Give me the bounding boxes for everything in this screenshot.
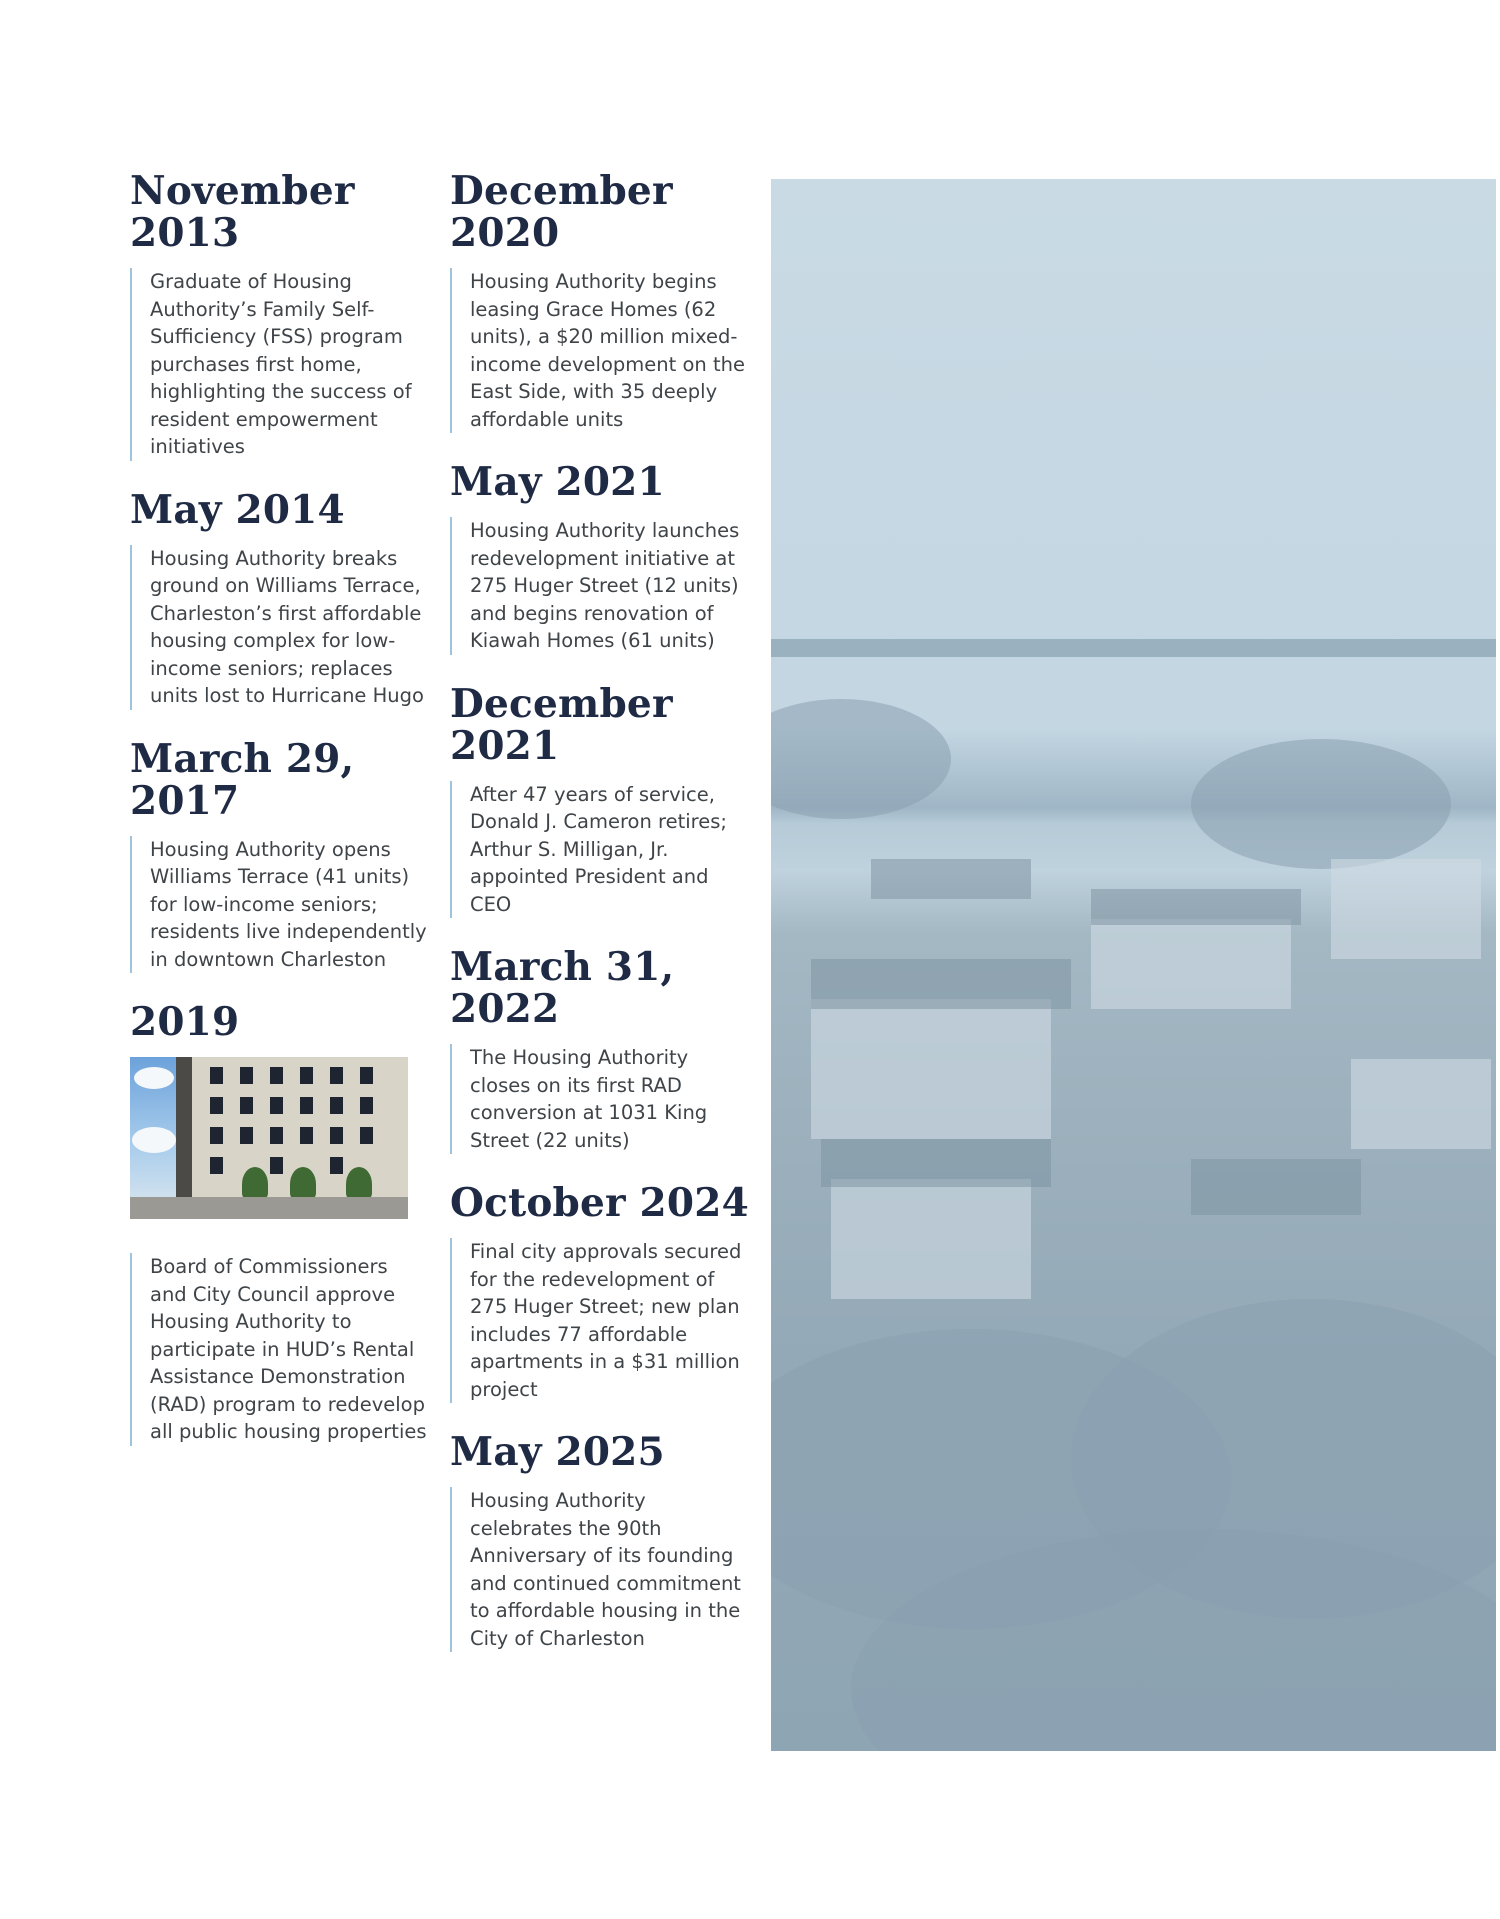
timeline-column-right: [450, 170, 750, 1680]
entry-text: Board of Commissioners and City Council approve Housing Authority to participate in HUD’s Rental Assistance Demonstration (RAD) program to redevelop all public housing properties: [130, 1253, 430, 1446]
building-photo: [130, 1057, 408, 1219]
charleston-aerial-photo: [771, 179, 1496, 1751]
entry-date: November 2013: [130, 168, 355, 256]
timeline-entry-may-2025: [450, 1431, 750, 1652]
entry-date: May 2021: [450, 459, 665, 505]
timeline-entry-may-2021: [450, 461, 750, 655]
timeline-entry-nov-2013: [130, 170, 430, 461]
entry-date: December 2021: [450, 680, 673, 769]
entry-date: May 2025: [450, 1429, 665, 1475]
entry-date: December 2020: [450, 168, 673, 256]
entry-text: After 47 years of service, Donald J. Cameron retires; Arthur S. Milligan, Jr. appointed President and CEO: [450, 781, 750, 919]
entry-date: May 2014: [130, 486, 345, 533]
timeline-entry-dec-2021: [450, 680, 750, 919]
timeline-entry-2019: [130, 1001, 430, 1446]
entry-date: March 29, 2017: [130, 735, 355, 824]
entry-text: Housing Authority breaks ground on Williams Terrace, Charleston’s first affordable housing complex for low-income seniors; replaces units lost to Hurricane Hugo: [130, 545, 430, 710]
timeline-entry-mar-2022: [450, 946, 750, 1154]
timeline-entry-mar-2017: [130, 735, 430, 974]
timeline-column-left: [130, 170, 430, 1474]
entry-text: Housing Authority launches redevelopment initiative at 275 Huger Street (12 units) and begins renovation of Kiawah Homes (61 units): [450, 517, 750, 655]
timeline-entry-may-2014: [130, 486, 430, 710]
timeline-entry-dec-2020: [450, 170, 750, 433]
entry-text: The Housing Authority closes on its first RAD conversion at 1031 King Street (22 units): [450, 1044, 750, 1154]
entry-text: Housing Authority begins leasing Grace Homes (62 units), a $20 million mixed-income development on the East Side, with 35 deeply affordable units: [450, 268, 750, 433]
entry-text: Housing Authority celebrates the 90th Anniversary of its founding and continued commitment to affordable housing in the City of Charleston: [450, 1487, 750, 1652]
entry-text: Graduate of Housing Authority’s Family Self-Sufficiency (FSS) program purchases first home, highlighting the success of resident empowerment initiatives: [130, 268, 430, 461]
entry-text: Final city approvals secured for the redevelopment of 275 Huger Street; new plan includes 77 affordable apartments in a $31 million project: [450, 1238, 750, 1403]
entry-date: 2019: [130, 999, 240, 1045]
timeline-entry-oct-2024: [450, 1182, 750, 1403]
entry-date: March 31, 2022: [450, 944, 675, 1032]
entry-date: October 2024: [450, 1180, 749, 1226]
entry-text: Housing Authority opens Williams Terrace (41 units) for low-income seniors; residents live independently in downtown Charleston: [130, 836, 430, 974]
